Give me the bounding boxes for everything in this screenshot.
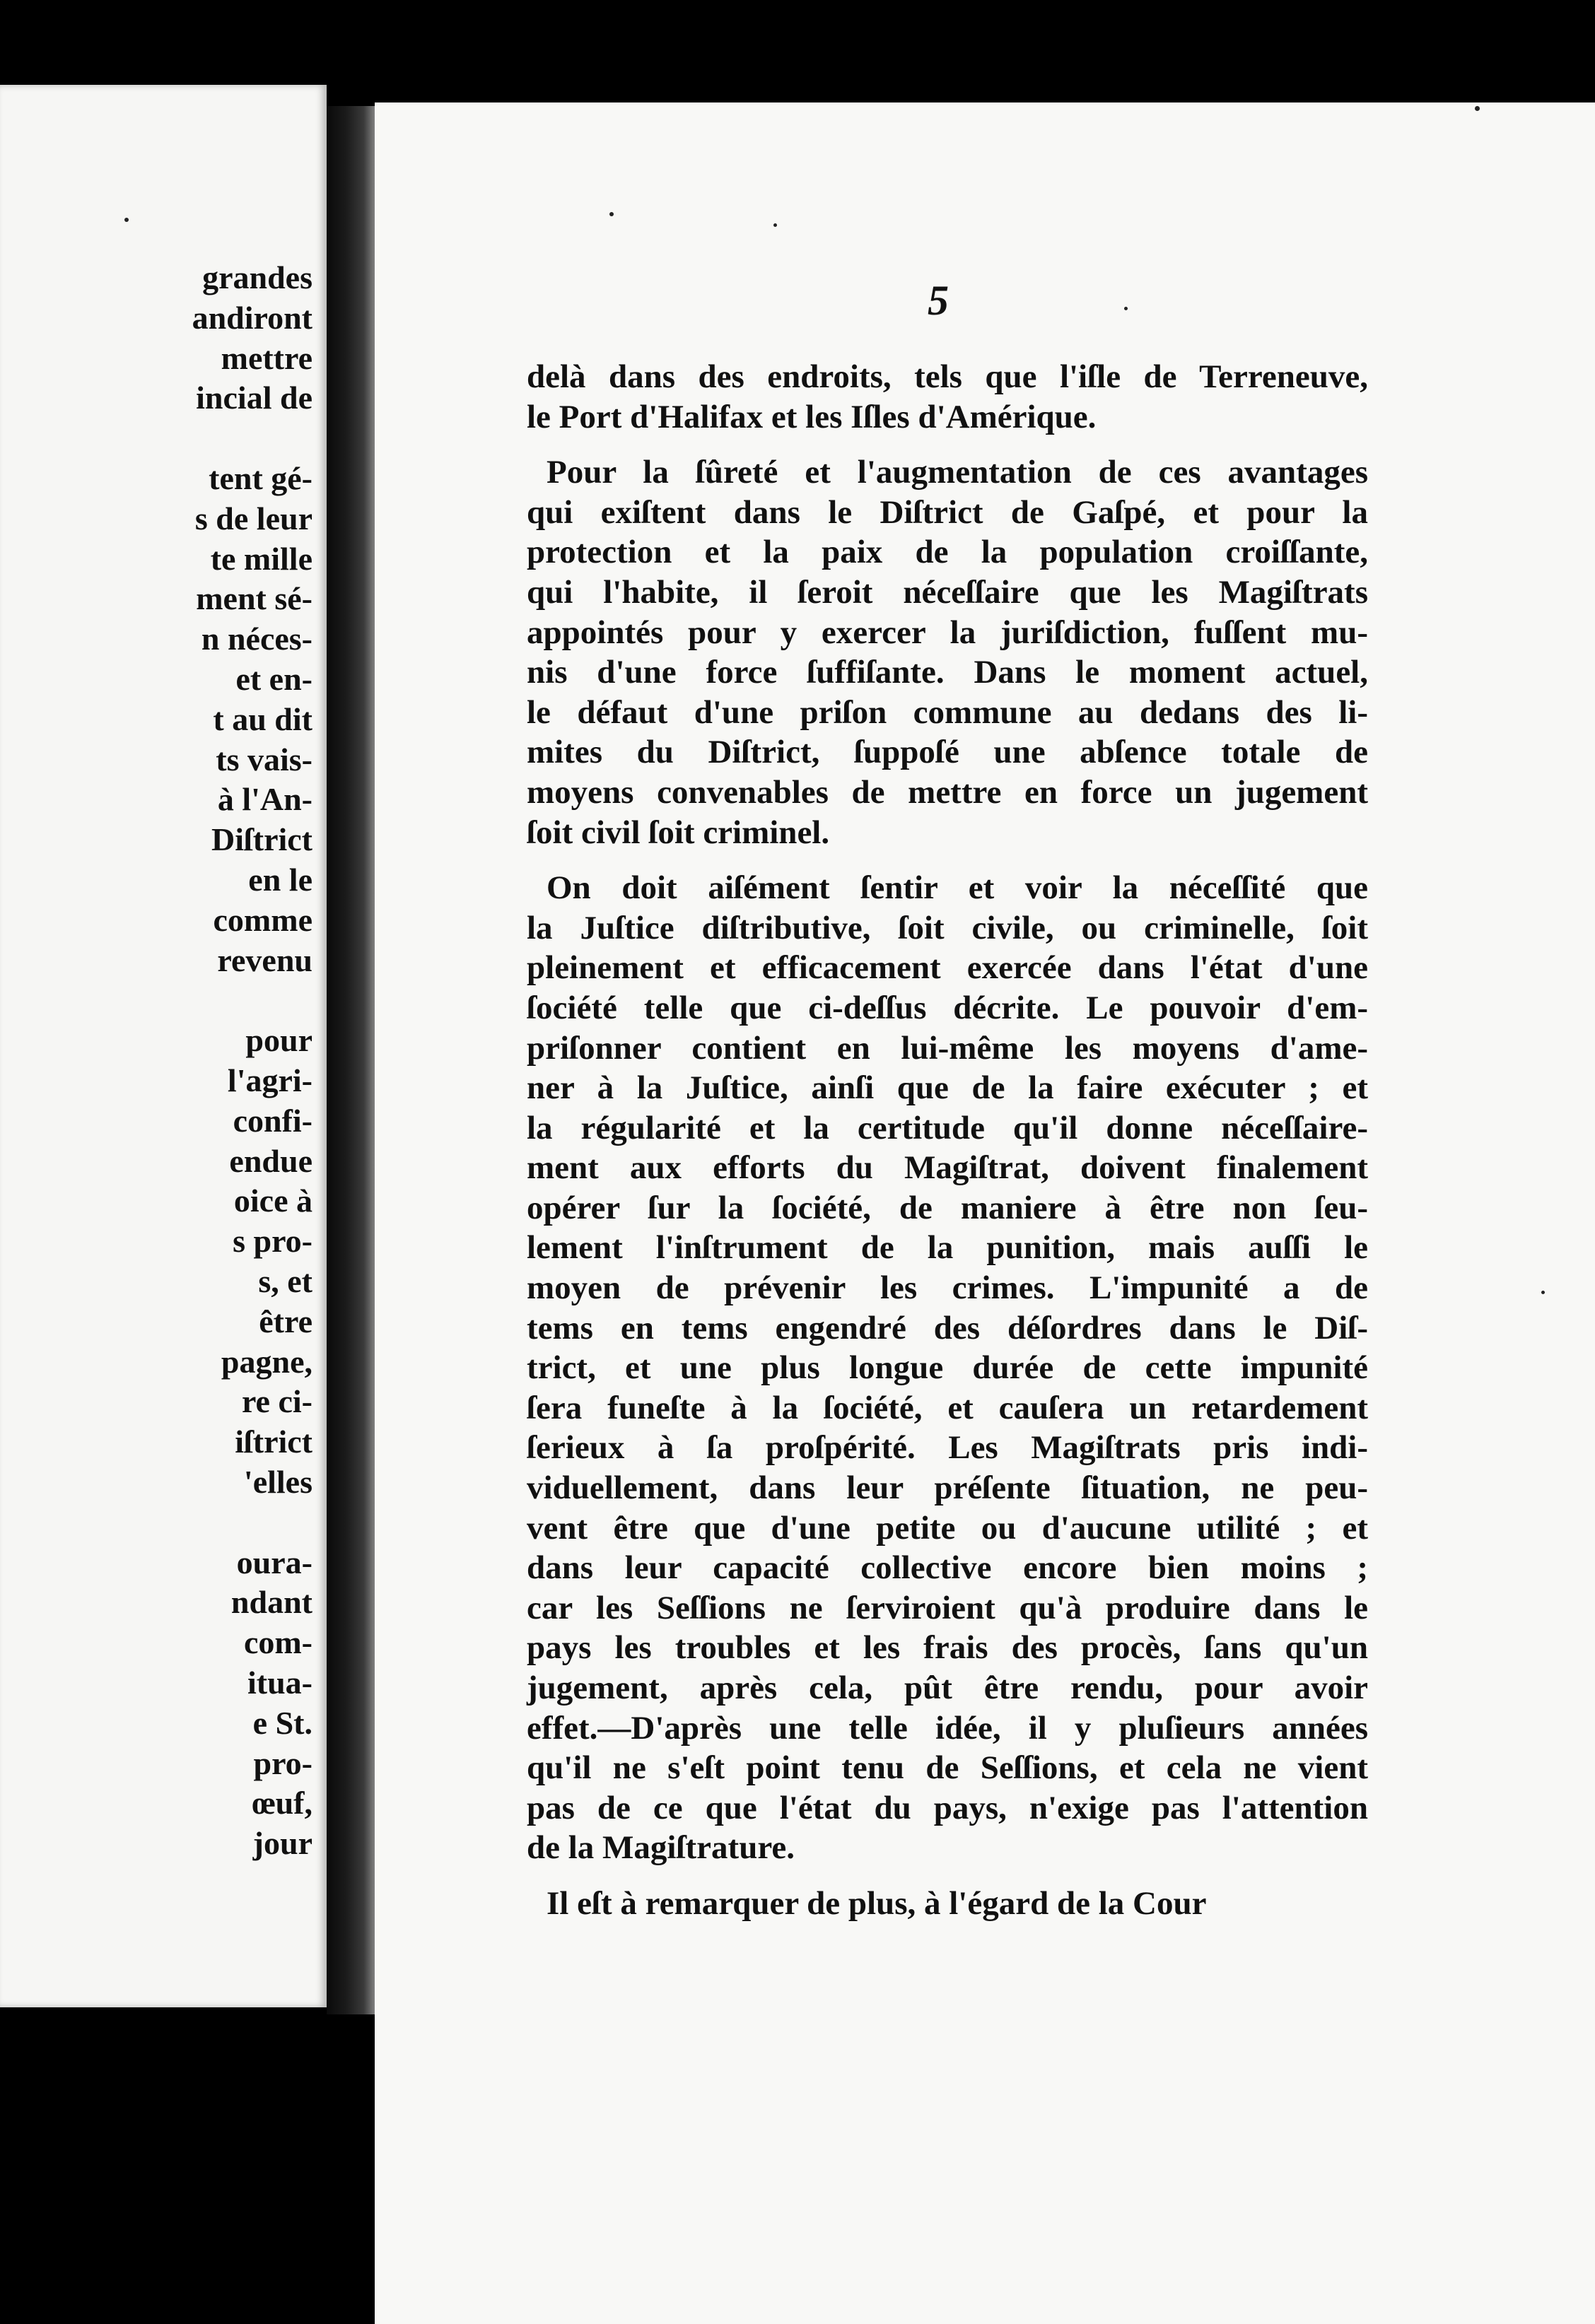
text-line: nis d'une force ſuffiſante. Dans le moment actuel, — [527, 654, 1368, 691]
text-line: mites du Diſtrict, ſuppoſé une abſence totale de — [527, 734, 1368, 771]
text-line: tems en tems engendré des déſordres dans le Diſ- — [527, 1309, 1368, 1346]
left-page-line: e St. — [252, 1704, 312, 1741]
left-facing-page — [0, 85, 327, 2007]
left-page-line: incial de — [196, 380, 312, 416]
text-line: pays les troubles et les frais des procès, ſans qu'un — [527, 1629, 1368, 1667]
left-page-line: ment sé- — [196, 580, 312, 617]
left-page-line: re ci- — [241, 1383, 312, 1420]
left-page-line: com- — [243, 1624, 312, 1661]
left-page-line: pour — [245, 1022, 312, 1059]
left-page-line: pro- — [253, 1744, 312, 1781]
left-page-line: ts vais- — [216, 741, 312, 777]
text-line: vent être que d'une petite ou d'aucune utilité ; et — [527, 1509, 1368, 1547]
text-line: qu'il ne s'eſt point tenu de Seſſions, et cela ne vient — [527, 1749, 1368, 1787]
paragraph — [527, 357, 1368, 437]
left-page-line: s de leur — [194, 500, 312, 536]
text-line: delà dans des endroits, tels que l'iſle de Terreneuve, — [527, 358, 1368, 395]
text-line: jugement, après cela, pût être rendu, pour avoir — [527, 1669, 1368, 1706]
left-page-line: s, et — [258, 1263, 312, 1299]
text-line: appointés pour y exercer la juriſdiction, fuſſent mu- — [527, 614, 1368, 651]
text-line: ment aux efforts du Magiſtrat, doivent finalement — [527, 1149, 1368, 1187]
text-line: opérer ſur la ſociété, de maniere à être non ſeu- — [527, 1189, 1368, 1226]
left-page-line: t au dit — [213, 700, 312, 737]
page-gutter — [327, 106, 376, 2014]
left-page-line: s pro- — [233, 1223, 312, 1260]
left-page-line: à l'An- — [217, 781, 312, 818]
left-page-line: oice à — [233, 1182, 312, 1219]
text-line: On doit aiſément ſentir et voir la néceſſité que — [547, 869, 1368, 907]
page-body-text — [527, 357, 1368, 1924]
left-page-line: itua- — [247, 1665, 312, 1701]
text-line: le Port d'Halifax et les Iſles d'Amérique. — [527, 398, 1097, 435]
text-line: priſonner contient en lui-même les moyens d'ame- — [527, 1029, 1368, 1067]
text-line: Il eſt à remarquer de plus, à l'égard de la Cour — [547, 1884, 1207, 1922]
left-page-line: et en- — [235, 661, 312, 697]
left-page-line: ndant — [230, 1584, 312, 1621]
text-line: la régularité et la certitude qu'il donne néceſſaire- — [527, 1109, 1368, 1146]
paragraph — [527, 1884, 1368, 1924]
left-page-line: l'agri- — [227, 1062, 312, 1098]
text-line: le défaut d'une priſon commune au dedans des li- — [527, 693, 1368, 731]
left-page-line: Diſtrict — [211, 821, 312, 858]
text-line: protection et la paix de la population croiſſante, — [527, 534, 1368, 571]
left-page-line: iſtrict — [235, 1424, 312, 1460]
text-line: effet.—D'après une telle idée, il y pluſieurs années — [527, 1709, 1368, 1747]
paragraph — [527, 452, 1368, 852]
left-page-line: en le — [248, 862, 312, 898]
left-page-line: n néces- — [201, 621, 312, 657]
text-line: ſerieux à ſa proſpérité. Les Magiſtrats pris indi- — [527, 1429, 1368, 1467]
text-line: de la Magiſtrature. — [527, 1829, 795, 1867]
paragraph-gap — [527, 852, 1368, 868]
left-page-line: confi- — [233, 1102, 312, 1139]
text-line: ſoit civil ſoit criminel. — [527, 814, 830, 851]
page-number: 5 — [928, 277, 949, 324]
left-page-line: andiront — [192, 299, 312, 336]
text-line: ſera funeſte à la ſociété, et cauſera un retardement — [527, 1389, 1368, 1426]
left-page-line: grandes — [202, 259, 312, 295]
left-page-line: oura- — [236, 1544, 312, 1580]
left-page-line: revenu — [217, 941, 312, 978]
text-line: moyen de prévenir les crimes. L'impunité a de — [527, 1269, 1368, 1307]
text-line: la Juſtice diſtributive, ſoit civile, ou criminelle, ſoit — [527, 909, 1368, 946]
text-line: dans leur capacité collective encore bien moins ; — [527, 1549, 1368, 1587]
text-line: ſociété telle que ci-deſſus décrite. Le pouvoir d'em- — [527, 989, 1368, 1026]
left-page-line: endue — [229, 1142, 312, 1179]
left-page-line: comme — [213, 901, 312, 938]
text-line: car les Seſſions ne ſerviroient qu'à produire dans le — [527, 1589, 1368, 1626]
text-line: pleinement et efficacement exercée dans l'état d'une — [527, 949, 1368, 987]
left-page-line: pagne, — [221, 1343, 312, 1380]
text-line: Pour la ſûreté et l'augmentation de ces avantages — [547, 454, 1368, 491]
paragraph-gap — [527, 437, 1368, 452]
text-line: qui exiſtent dans le Diſtrict de Gaſpé, et pour la — [527, 493, 1368, 531]
left-page-line: 'elles — [243, 1464, 312, 1500]
text-line: viduellement, dans leur préſente ſituation, ne peu- — [527, 1469, 1368, 1507]
paragraph-gap — [527, 1868, 1368, 1884]
left-page-line: œuf, — [252, 1785, 312, 1821]
text-line: ner à la Juſtice, ainſi que de la faire exécuter ; et — [527, 1069, 1368, 1107]
left-page-line: mettre — [221, 339, 312, 376]
text-line: trict, et une plus longue durée de cette impunité — [527, 1349, 1368, 1387]
left-page-line: te mille — [210, 540, 312, 577]
left-page-line: être — [259, 1303, 312, 1339]
paragraph — [527, 868, 1368, 1868]
text-line: moyens convenables de mettre en force un jugement — [527, 773, 1368, 811]
text-line: qui l'habite, il ſeroit néceſſaire que les Magiſtrats — [527, 573, 1368, 611]
text-line: pas de ce que l'état du pays, n'exige pas l'attention — [527, 1789, 1368, 1826]
left-page-line: jour — [252, 1825, 312, 1862]
left-page-line: tent gé- — [209, 460, 312, 496]
text-line: lement l'inſtrument de la punition, mais auſſi le — [527, 1229, 1368, 1267]
